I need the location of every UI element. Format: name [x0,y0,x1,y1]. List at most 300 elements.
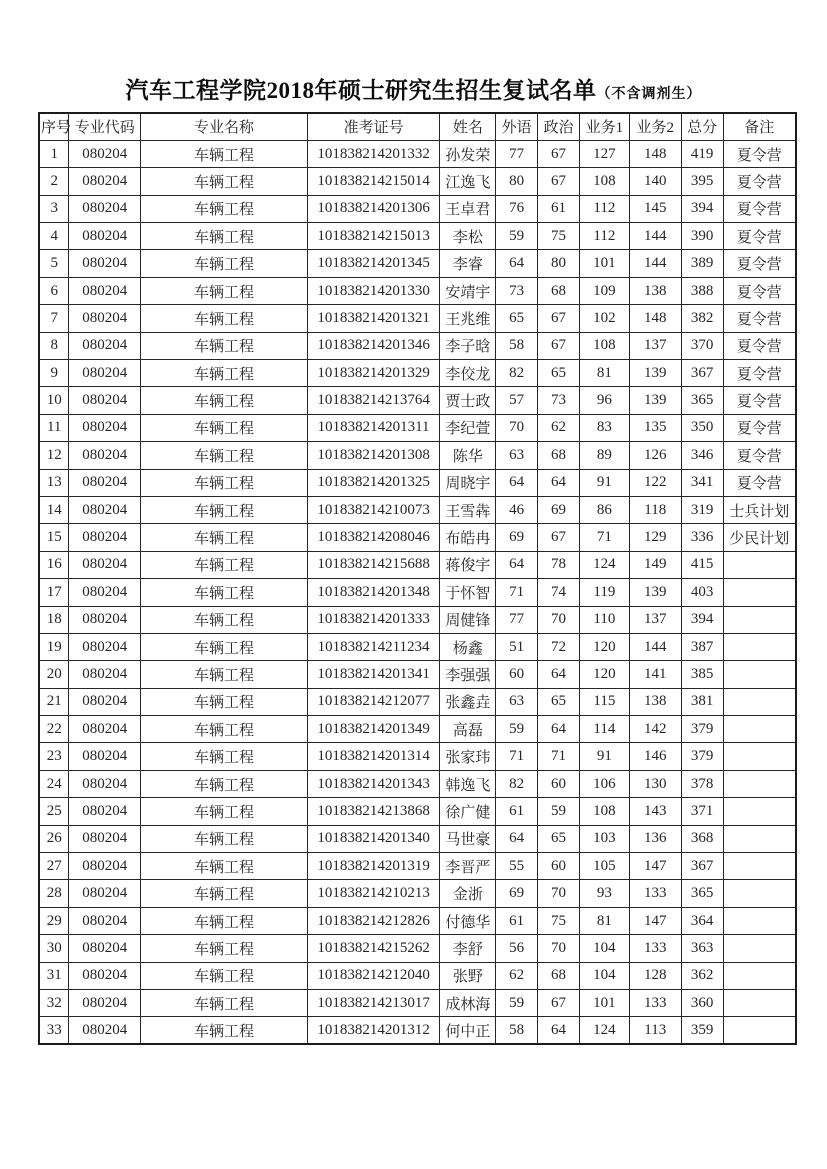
cell: 9 [39,360,69,387]
header-cell: 备注 [723,113,796,140]
cell: 122 [629,469,681,496]
cell: 70 [496,414,538,441]
cell: 68 [538,442,580,469]
cell: 李强强 [440,661,496,688]
cell: 67 [538,332,580,359]
cell: 成林海 [440,990,496,1017]
cell [723,579,796,606]
cell: 108 [579,332,629,359]
cell: 16 [39,551,69,578]
cell: 车辆工程 [141,935,308,962]
cell: 高磊 [440,716,496,743]
cell: 29 [39,907,69,934]
cell: 419 [681,140,723,167]
cell: 96 [579,387,629,414]
cell: 138 [629,688,681,715]
cell: 25 [39,798,69,825]
cell: 59 [496,990,538,1017]
table-row [39,798,796,825]
cell: 李松 [440,223,496,250]
cell: 128 [629,962,681,989]
cell: 车辆工程 [141,360,308,387]
cell: 370 [681,332,723,359]
table-row [39,825,796,852]
cell: 62 [496,962,538,989]
cell: 394 [681,606,723,633]
cell: 144 [629,250,681,277]
cell: 133 [629,935,681,962]
cell: 101838214215688 [307,551,440,578]
cell: 69 [496,524,538,551]
cell: 3 [39,195,69,222]
cell: 车辆工程 [141,168,308,195]
cell: 101838214201312 [307,1017,440,1044]
cell: 080204 [69,990,141,1017]
cell [723,661,796,688]
cell: 130 [629,770,681,797]
cell: 徐广健 [440,798,496,825]
cell: 395 [681,168,723,195]
cell: 46 [496,496,538,523]
table-row [39,853,796,880]
cell: 101838214215014 [307,168,440,195]
cell: 101838214201325 [307,469,440,496]
cell: 27 [39,853,69,880]
cell: 65 [538,688,580,715]
cell: 夏令营 [723,442,796,469]
cell: 112 [579,195,629,222]
cell: 133 [629,880,681,907]
cell: 138 [629,277,681,304]
cell: 080204 [69,360,141,387]
cell: 080204 [69,442,141,469]
cell: 65 [538,825,580,852]
cell: 101838214201329 [307,360,440,387]
cell: 马世豪 [440,825,496,852]
cell: 144 [629,633,681,660]
cell: 367 [681,360,723,387]
cell: 81 [579,907,629,934]
cell: 359 [681,1017,723,1044]
cell: 张家玮 [440,743,496,770]
header-cell: 专业代码 [69,113,141,140]
cell: 126 [629,442,681,469]
cell: 58 [496,1017,538,1044]
cell: 367 [681,853,723,880]
cell: 101838214213868 [307,798,440,825]
cell [723,743,796,770]
cell: 车辆工程 [141,524,308,551]
cell: 于怀智 [440,579,496,606]
cell: 82 [496,770,538,797]
cell: 21 [39,688,69,715]
cell: 140 [629,168,681,195]
cell: 101838214201340 [307,825,440,852]
cell: 364 [681,907,723,934]
table-row [39,1017,796,1044]
cell: 车辆工程 [141,743,308,770]
cell: 62 [538,414,580,441]
cell: 394 [681,195,723,222]
cell: 71 [496,743,538,770]
cell: 101838214201341 [307,661,440,688]
cell: 362 [681,962,723,989]
cell: 363 [681,935,723,962]
cell: 夏令营 [723,195,796,222]
cell: 74 [538,579,580,606]
cell: 415 [681,551,723,578]
cell: 147 [629,907,681,934]
cell: 080204 [69,962,141,989]
cell: 341 [681,469,723,496]
cell: 李佼龙 [440,360,496,387]
cell: 115 [579,688,629,715]
cell: 378 [681,770,723,797]
cell: 1 [39,140,69,167]
table-row [39,140,796,167]
cell: 129 [629,524,681,551]
cell: 31 [39,962,69,989]
cell: 江逸飞 [440,168,496,195]
cell: 77 [496,606,538,633]
cell: 379 [681,716,723,743]
cell: 101 [579,250,629,277]
cell: 17 [39,579,69,606]
table-row [39,880,796,907]
cell: 70 [538,935,580,962]
table-row [39,524,796,551]
cell: 车辆工程 [141,140,308,167]
cell: 379 [681,743,723,770]
table-row [39,551,796,578]
cell: 李子晗 [440,332,496,359]
cell: 101838214215013 [307,223,440,250]
cell: 蒋俊宇 [440,551,496,578]
cell: 车辆工程 [141,798,308,825]
cell: 101838214212826 [307,907,440,934]
cell: 101838214201314 [307,743,440,770]
cell: 26 [39,825,69,852]
cell: 51 [496,633,538,660]
cell: 夏令营 [723,223,796,250]
cell: 136 [629,825,681,852]
table-row [39,770,796,797]
cell: 080204 [69,469,141,496]
cell: 61 [496,907,538,934]
cell [723,606,796,633]
cell: 周晓宇 [440,469,496,496]
table-row [39,223,796,250]
cell: 148 [629,140,681,167]
cell: 夏令营 [723,332,796,359]
cell: 135 [629,414,681,441]
cell: 93 [579,880,629,907]
cell: 车辆工程 [141,469,308,496]
cell: 夏令营 [723,360,796,387]
cell: 65 [496,305,538,332]
cell: 82 [496,360,538,387]
cell: 101838214201343 [307,770,440,797]
cell: 贾士政 [440,387,496,414]
cell: 夏令营 [723,250,796,277]
cell: 夏令营 [723,387,796,414]
cell: 390 [681,223,723,250]
cell: 70 [538,880,580,907]
cell: 101838214201330 [307,277,440,304]
cell: 63 [496,442,538,469]
table-row [39,716,796,743]
cell: 32 [39,990,69,1017]
cell: 080204 [69,661,141,688]
header-cell: 政治 [538,113,580,140]
cell: 68 [538,277,580,304]
cell: 144 [629,223,681,250]
cell: 080204 [69,606,141,633]
cell: 80 [538,250,580,277]
cell [723,798,796,825]
cell: 101838214201348 [307,579,440,606]
cell: 080204 [69,743,141,770]
cell: 车辆工程 [141,606,308,633]
cell: 80 [496,168,538,195]
cell: 385 [681,661,723,688]
table-row [39,387,796,414]
cell [723,962,796,989]
cell: 080204 [69,250,141,277]
cell: 67 [538,305,580,332]
cell: 109 [579,277,629,304]
table-row [39,579,796,606]
cell: 110 [579,606,629,633]
cell [723,825,796,852]
header-cell: 姓名 [440,113,496,140]
cell: 080204 [69,387,141,414]
cell: 080204 [69,496,141,523]
cell: 车辆工程 [141,825,308,852]
cell: 080204 [69,825,141,852]
cell: 403 [681,579,723,606]
cell: 137 [629,332,681,359]
cell: 89 [579,442,629,469]
cell: 杨鑫 [440,633,496,660]
cell: 81 [579,360,629,387]
cell: 101838214213764 [307,387,440,414]
cell: 71 [538,743,580,770]
header-cell: 业务2 [629,113,681,140]
cell: 101838214210073 [307,496,440,523]
cell: 车辆工程 [141,414,308,441]
table-row [39,168,796,195]
cell: 118 [629,496,681,523]
cell: 101 [579,990,629,1017]
table-row [39,743,796,770]
cell: 60 [496,661,538,688]
cell [723,1017,796,1044]
cell: 4 [39,223,69,250]
cell: 车辆工程 [141,250,308,277]
cell: 145 [629,195,681,222]
cell: 73 [538,387,580,414]
cell: 68 [538,962,580,989]
cell: 101838214201311 [307,414,440,441]
cell: 71 [496,579,538,606]
cell: 76 [496,195,538,222]
cell: 67 [538,990,580,1017]
table-row [39,250,796,277]
table-row [39,661,796,688]
cell: 080204 [69,305,141,332]
cell: 72 [538,633,580,660]
cell: 101838214212077 [307,688,440,715]
cell [723,935,796,962]
cell: 孙发荣 [440,140,496,167]
page-title [0,0,827,105]
cell: 69 [496,880,538,907]
cell: 080204 [69,551,141,578]
cell: 夏令营 [723,140,796,167]
cell: 133 [629,990,681,1017]
cell: 080204 [69,1017,141,1044]
cell: 381 [681,688,723,715]
cell: 387 [681,633,723,660]
cell: 王兆维 [440,305,496,332]
cell: 080204 [69,140,141,167]
cell: 车辆工程 [141,496,308,523]
cell: 368 [681,825,723,852]
table-row [39,442,796,469]
cell: 6 [39,277,69,304]
cell: 张野 [440,962,496,989]
cell: 103 [579,825,629,852]
cell: 李舒 [440,935,496,962]
cell: 108 [579,798,629,825]
cell: 车辆工程 [141,907,308,934]
header-cell: 总分 [681,113,723,140]
cell: 141 [629,661,681,688]
cell: 65 [538,360,580,387]
cell: 101838214201333 [307,606,440,633]
cell: 陈华 [440,442,496,469]
cell: 车辆工程 [141,661,308,688]
cell: 金浙 [440,880,496,907]
cell: 20 [39,661,69,688]
results-table [38,112,797,1045]
cell: 28 [39,880,69,907]
cell: 士兵计划 [723,496,796,523]
cell: 120 [579,633,629,660]
cell: 365 [681,880,723,907]
cell: 080204 [69,907,141,934]
cell: 382 [681,305,723,332]
cell: 64 [496,250,538,277]
cell: 67 [538,140,580,167]
cell: 73 [496,277,538,304]
cell: 22 [39,716,69,743]
cell: 080204 [69,853,141,880]
cell: 080204 [69,195,141,222]
cell: 101838214213017 [307,990,440,1017]
cell: 59 [496,716,538,743]
cell: 371 [681,798,723,825]
cell: 车辆工程 [141,1017,308,1044]
cell: 少民计划 [723,524,796,551]
cell: 付德华 [440,907,496,934]
table-row [39,633,796,660]
cell: 夏令营 [723,277,796,304]
cell: 车辆工程 [141,305,308,332]
cell: 080204 [69,633,141,660]
cell: 080204 [69,880,141,907]
table-row [39,907,796,934]
cell: 59 [538,798,580,825]
cell: 61 [496,798,538,825]
cell: 车辆工程 [141,990,308,1017]
cell: 车辆工程 [141,551,308,578]
cell: 19 [39,633,69,660]
cell: 080204 [69,935,141,962]
cell: 108 [579,168,629,195]
header-cell: 业务1 [579,113,629,140]
cell: 布皓冉 [440,524,496,551]
cell: 67 [538,168,580,195]
cell: 55 [496,853,538,880]
cell: 137 [629,606,681,633]
cell: 78 [538,551,580,578]
cell: 319 [681,496,723,523]
cell: 119 [579,579,629,606]
cell: 101838214210213 [307,880,440,907]
cell: 夏令营 [723,414,796,441]
cell [723,716,796,743]
cell: 101838214201345 [307,250,440,277]
cell: 149 [629,551,681,578]
cell: 车辆工程 [141,962,308,989]
table-row [39,305,796,332]
cell: 080204 [69,414,141,441]
cell: 104 [579,935,629,962]
cell: 104 [579,962,629,989]
cell: 王卓君 [440,195,496,222]
cell: 车辆工程 [141,223,308,250]
table-header-row [39,113,796,140]
cell: 71 [579,524,629,551]
table-row [39,414,796,441]
table-body [39,140,796,1044]
cell: 101838214201346 [307,332,440,359]
cell: 080204 [69,770,141,797]
table-row [39,962,796,989]
cell: 101838214201332 [307,140,440,167]
cell: 64 [538,661,580,688]
cell: 张鑫垚 [440,688,496,715]
cell: 64 [538,469,580,496]
cell: 24 [39,770,69,797]
cell: 101838214215262 [307,935,440,962]
cell: 75 [538,223,580,250]
cell [723,907,796,934]
cell: 101838214211234 [307,633,440,660]
cell: 60 [538,770,580,797]
cell [723,880,796,907]
cell: 080204 [69,223,141,250]
cell: 11 [39,414,69,441]
cell: 080204 [69,688,141,715]
cell: 车辆工程 [141,387,308,414]
cell: 139 [629,387,681,414]
cell: 83 [579,414,629,441]
cell: 69 [538,496,580,523]
cell: 车辆工程 [141,442,308,469]
